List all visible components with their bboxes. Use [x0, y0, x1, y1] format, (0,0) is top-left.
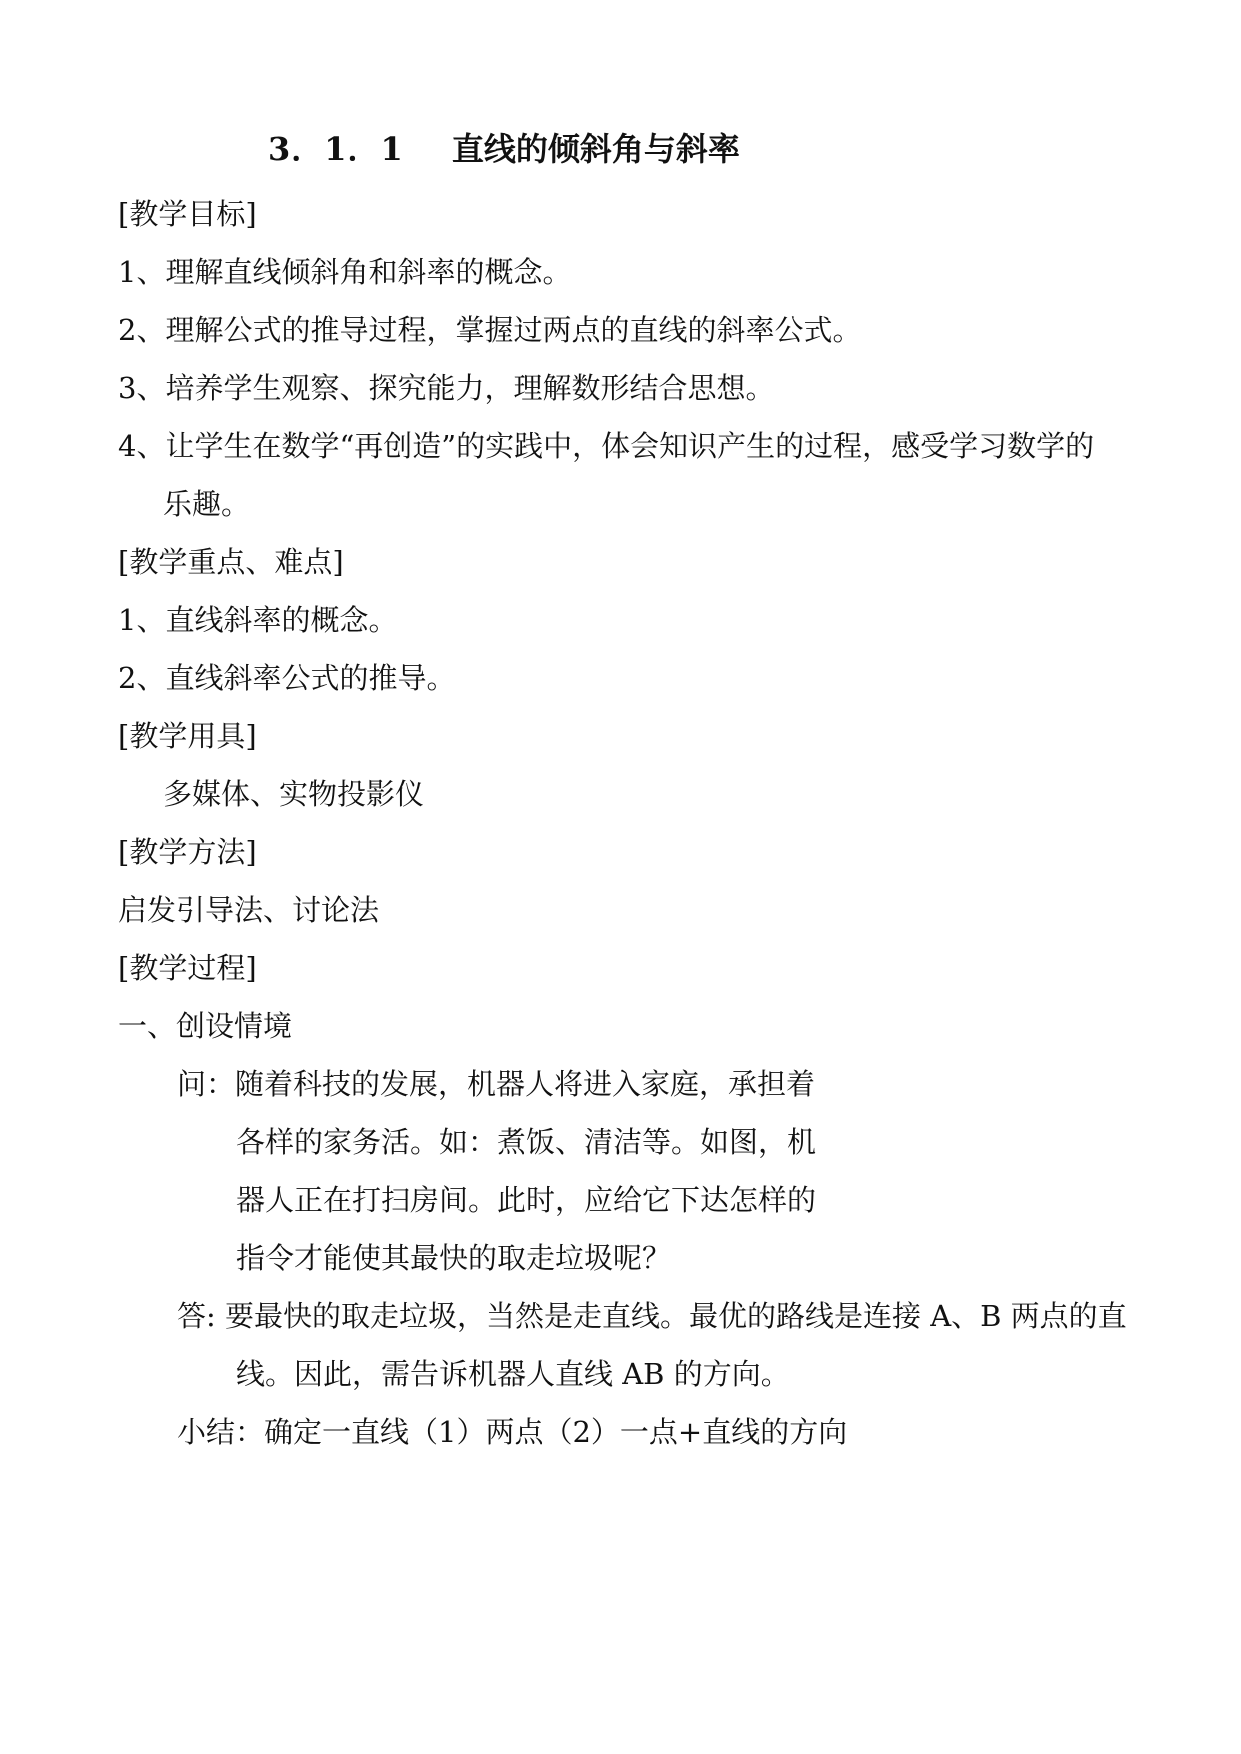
- section-heading-key-points: [教学重点、难点]: [118, 545, 344, 579]
- key-point-item-1: 1、直线斜率的概念。: [118, 603, 398, 637]
- objective-item-1: 1、理解直线倾斜角和斜率的概念。: [118, 255, 572, 289]
- objective-item-2: 2、理解公式的推导过程，掌握过两点的直线的斜率公式。: [118, 313, 862, 347]
- question-paragraph-line-1: 问：随着科技的发展，机器人将进入家庭，承担着: [177, 1067, 816, 1101]
- section-heading-tools: [教学用具]: [118, 719, 257, 753]
- section-heading-methods: [教学方法]: [118, 835, 257, 869]
- methods-text: 启发引导法、讨论法: [118, 893, 380, 927]
- answer-paragraph-line-1: 答: 要最快的取走垃圾，当然是走直线。最优的路线是连接 A、B 两点的直: [177, 1299, 1127, 1333]
- summary-line: 小结：确定一直线（1）两点（2）一点+直线的方向: [177, 1415, 848, 1449]
- title-text: 直线的倾斜角与斜率: [451, 130, 740, 168]
- key-point-item-2: 2、直线斜率公式的推导。: [118, 661, 456, 695]
- tools-text: 多媒体、实物投影仪: [163, 777, 425, 811]
- process-step-heading-1: 一、创设情境: [118, 1009, 293, 1043]
- objective-item-4-continued: 乐趣。: [163, 487, 251, 521]
- section-heading-objectives: [教学目标]: [118, 197, 257, 231]
- objective-item-4: 4、让学生在数学“再创造”的实践中，体会知识产生的过程，感受学习数学的: [118, 429, 1095, 463]
- question-paragraph-line-4: 指令才能使其最快的取走垃圾呢？: [236, 1241, 672, 1275]
- question-paragraph-line-2: 各样的家务活。如：煮饭、清洁等。如图，机: [236, 1125, 817, 1159]
- title-number: 3．1．1: [268, 130, 404, 168]
- answer-paragraph-line-2: 线。因此，需告诉机器人直线 AB 的方向。: [236, 1357, 790, 1391]
- objective-item-3: 3、培养学生观察、探究能力，理解数形结合思想。: [118, 371, 775, 405]
- section-heading-process: [教学过程]: [118, 951, 257, 985]
- question-paragraph-line-3: 器人正在打扫房间。此时，应给它下达怎样的: [236, 1183, 817, 1217]
- page-title: [268, 129, 740, 169]
